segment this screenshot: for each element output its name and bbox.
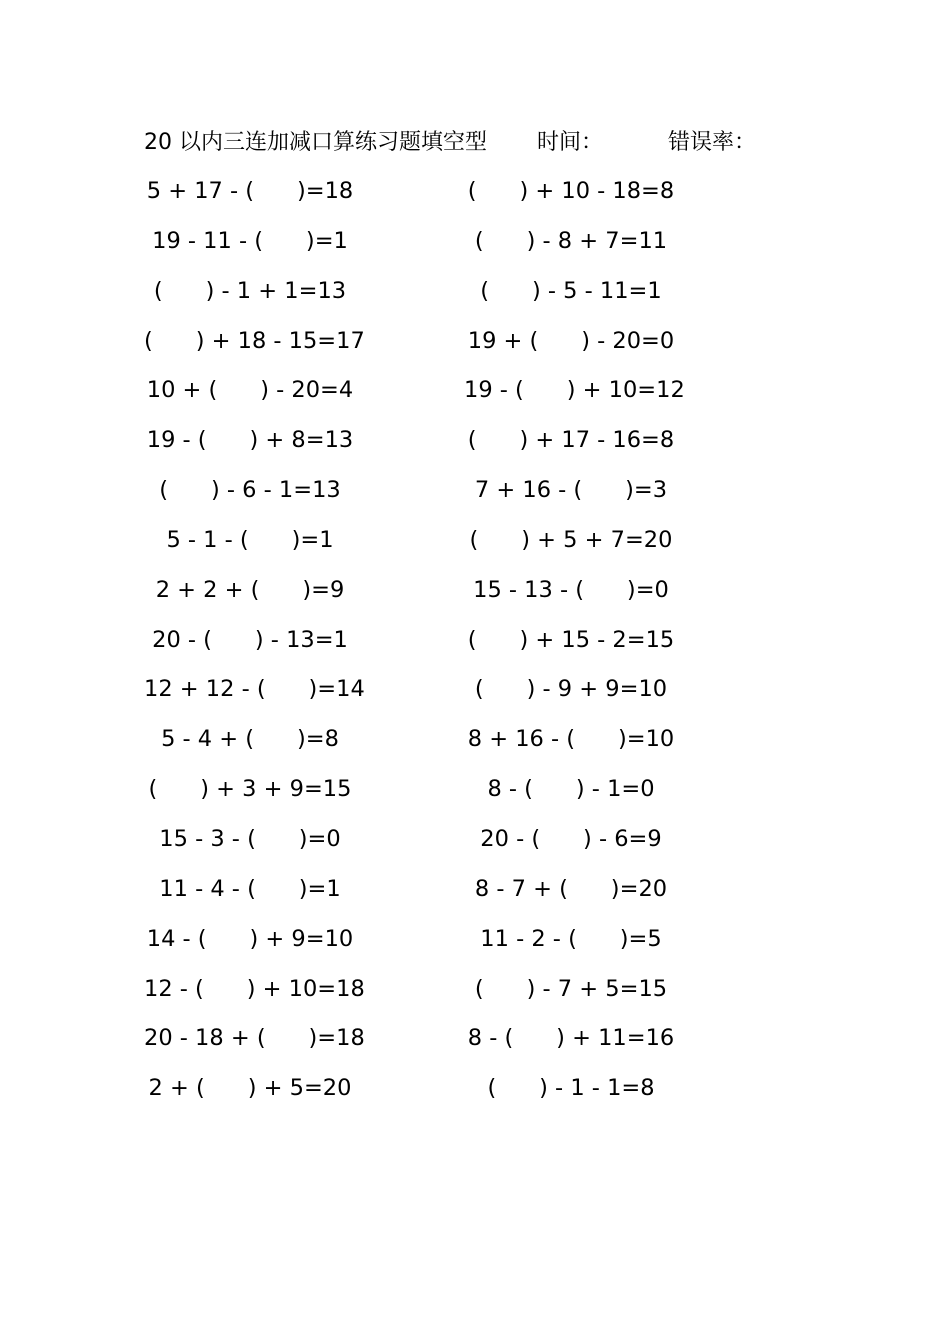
problem-row: [0, 517, 950, 567]
time-label: 时间：: [537, 130, 604, 155]
problem-right: 8 - 7 + ( )=20: [474, 875, 668, 902]
problem-left: 12 + 12 - ( )=14: [144, 676, 365, 703]
worksheet-title: 20 以内三连加减口算练习题填空型: [144, 130, 487, 155]
problem-right: ( ) - 1 - 1=8: [487, 1075, 655, 1102]
problem-right: 19 + ( ) - 20=0: [467, 327, 675, 354]
problem-row: [0, 367, 950, 417]
problem-left: 11 - 4 - ( )=1: [159, 875, 341, 902]
problem-right: 11 - 2 - ( )=5: [480, 925, 662, 952]
problem-right: ( ) - 8 + 7=11: [474, 227, 668, 254]
problem-right: 15 - 13 - ( )=0: [473, 576, 669, 603]
problem-right: 8 + 16 - ( )=10: [467, 726, 675, 753]
problem-row: [0, 1065, 950, 1115]
problem-row: [0, 417, 950, 467]
problem-row: [0, 716, 950, 766]
problem-right: ( ) + 5 + 7=20: [469, 526, 673, 553]
problem-left: 5 - 1 - ( )=1: [166, 526, 334, 553]
problem-row: [0, 766, 950, 816]
problem-row: [0, 916, 950, 966]
problem-row: [0, 168, 950, 218]
error-rate-label: 错误率：: [668, 130, 757, 155]
problem-row: [0, 218, 950, 268]
problem-left: 20 - 18 + ( )=18: [144, 1025, 365, 1052]
problem-row: [0, 1015, 950, 1065]
problem-left: 5 + 17 - ( )=18: [146, 178, 354, 204]
problem-left: 15 - 3 - ( )=0: [159, 825, 341, 852]
problem-left: ( ) - 1 + 1=13: [153, 277, 347, 304]
problem-left: ( ) + 3 + 9=15: [148, 776, 352, 803]
problem-row: [0, 866, 950, 916]
problem-right: ( ) - 9 + 9=10: [474, 676, 668, 703]
problem-right: ( ) - 5 - 11=1: [480, 277, 662, 304]
problem-right: 8 - ( ) - 1=0: [487, 776, 655, 803]
problem-left: ( ) + 18 - 15=17: [144, 327, 365, 354]
problem-grid: [0, 168, 950, 1115]
problem-left: 5 - 4 + ( )=8: [161, 726, 339, 753]
problem-right: 20 - ( ) - 6=9: [480, 825, 662, 852]
problem-row: [0, 666, 950, 716]
problem-left: 20 - ( ) - 13=1: [152, 626, 348, 653]
problem-right: ( ) + 15 - 2=15: [467, 626, 675, 653]
problem-row: [0, 567, 950, 617]
problem-left: 10 + ( ) - 20=4: [146, 377, 354, 404]
problem-right: 7 + 16 - ( )=3: [474, 477, 668, 504]
problem-row: [0, 268, 950, 318]
problem-right: ( ) + 17 - 16=8: [467, 427, 675, 454]
problem-left: ( ) - 6 - 1=13: [159, 477, 341, 504]
problem-row: [0, 966, 950, 1016]
problem-right: 19 - ( ) + 10=12: [464, 377, 685, 404]
problem-row: [0, 816, 950, 866]
problem-left: 14 - ( ) + 9=10: [146, 925, 354, 952]
worksheet-header: [144, 126, 784, 160]
problem-right: 8 - ( ) + 11=16: [467, 1025, 675, 1052]
problem-left: 19 - ( ) + 8=13: [146, 427, 354, 454]
problem-left: 2 + 2 + ( )=9: [155, 576, 345, 603]
problem-row: [0, 467, 950, 517]
problem-right: ( ) - 7 + 5=15: [474, 975, 668, 1002]
problem-row: [0, 318, 950, 368]
problem-left: 19 - 11 - ( )=1: [152, 227, 348, 254]
problem-left: 2 + ( ) + 5=20: [148, 1075, 352, 1102]
problem-left: 12 - ( ) + 10=18: [144, 975, 365, 1002]
problem-right: ( ) + 10 - 18=8: [467, 178, 675, 204]
problem-row: [0, 617, 950, 667]
